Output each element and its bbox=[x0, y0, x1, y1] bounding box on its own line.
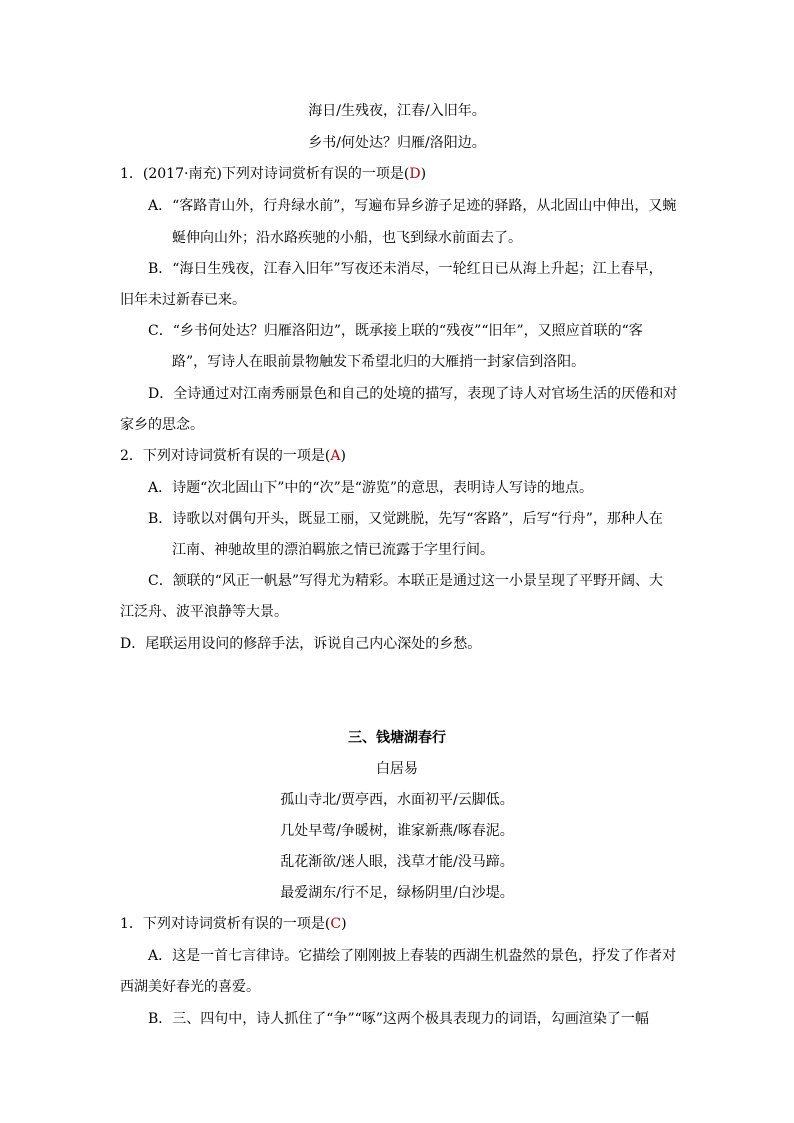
q2-option-d-line-1: D．尾联运用设问的修辞手法，诉说自己内心深处的乡愁。 bbox=[120, 636, 482, 652]
poem1-line-1: 海日/生残夜，江春/入旧年。 bbox=[308, 103, 486, 119]
q2-option-b-line-1: B．诗歌以对偶句开头，既显工丽，又觉跳脱，先写“客路”，后写“行舟”，那种人在 bbox=[148, 511, 663, 527]
section3-poem-line-4: 最爱湖东/行不足，绿杨阴里/白沙堤。 bbox=[280, 885, 514, 901]
q1-option-b-line-2: 旧年未过新春已来。 bbox=[120, 292, 246, 308]
q3-stem-suffix: ) bbox=[341, 916, 347, 932]
section3-poem-line-1: 孤山寺北/贾亭西，水面初平/云脚低。 bbox=[280, 792, 514, 808]
q2-option-a-line-1: A．诗题“次北固山下”中的“次”是“游览”的意思，表明诗人写诗的地点。 bbox=[148, 480, 594, 496]
q1-stem-suffix: ) bbox=[420, 166, 427, 182]
q3-answer: C bbox=[330, 916, 342, 932]
section3-title: 三、钱塘湖春行 bbox=[348, 730, 446, 746]
q1-stem-prefix: 1．(2017·南充)下列对诗词赏析有误的一项是( bbox=[120, 166, 410, 182]
section3-poem-line-2: 几处早莺/争暖树，谁家新燕/啄春泥。 bbox=[280, 823, 514, 839]
q3-stem bbox=[120, 914, 347, 934]
q3-option-b-line-1: B．三、四句中，诗人抓住了“争”“啄”这两个极具表现力的词语，勾画渲染了一幅 bbox=[148, 1011, 649, 1027]
q2-option-c-line-1: C．颔联的“风正一帆悬”写得尤为精彩。本联正是通过这一小景呈现了平野开阔、大 bbox=[148, 573, 664, 589]
poem1-line-2: 乡书/何处达？归雁/洛阳边。 bbox=[308, 135, 486, 151]
section3-author: 白居易 bbox=[376, 761, 418, 777]
section3-poem-line-3: 乱花渐欲/迷人眼，浅草才能/没马蹄。 bbox=[280, 854, 514, 870]
q1-option-a-line-2: 蜒伸向山外；沿水路疾驰的小船，也飞到绿水前面去了。 bbox=[172, 230, 522, 246]
q1-option-a-line-1: A．“客路青山外，行舟绿水前”，写遍布异乡游子足迹的驿路，从北固山中伸出，又蜿 bbox=[148, 198, 677, 214]
q2-stem-prefix: 2．下列对诗词赏析有误的一项是( bbox=[120, 448, 331, 464]
q3-stem-prefix: 1．下列对诗词赏析有误的一项是( bbox=[120, 916, 331, 932]
q2-stem bbox=[120, 446, 346, 466]
q1-stem bbox=[120, 164, 426, 184]
q1-option-d-line-1: D．全诗通过对江南秀丽景色和自己的处境的描写，表现了诗人对官场生活的厌倦和对 bbox=[148, 386, 678, 402]
q1-option-d-line-2: 家乡的思念。 bbox=[120, 417, 204, 433]
q2-stem-suffix: ) bbox=[340, 448, 346, 464]
q1-answer: D bbox=[409, 166, 421, 182]
q3-option-a-line-2: 西湖美好春光的喜爱。 bbox=[120, 979, 260, 995]
q2-option-b-line-2: 江南、神驰故里的漂泊羁旅之情已流露于字里行间。 bbox=[172, 542, 494, 558]
q2-option-c-line-2: 江泛舟、波平浪静等大景。 bbox=[120, 604, 288, 620]
q1-option-c-line-2: 路”，写诗人在眼前景物触发下希望北归的大雁捎一封家信到洛阳。 bbox=[172, 354, 586, 370]
q1-option-b-line-1: B．“海日生残夜，江春入旧年”写夜还未消尽，一轮红日已从海上升起；江上春早， bbox=[148, 261, 663, 277]
q3-option-a-line-1: A．这是一首七言律诗。它描绘了刚刚披上春装的西湖生机盎然的景色，抒发了作者对 bbox=[148, 948, 677, 964]
q1-option-c-line-1: C．“乡书何处达？归雁洛阳边”，既承接上联的“残夜”“旧年”，又照应首联的“客 bbox=[148, 323, 643, 339]
q2-answer: A bbox=[330, 448, 341, 464]
